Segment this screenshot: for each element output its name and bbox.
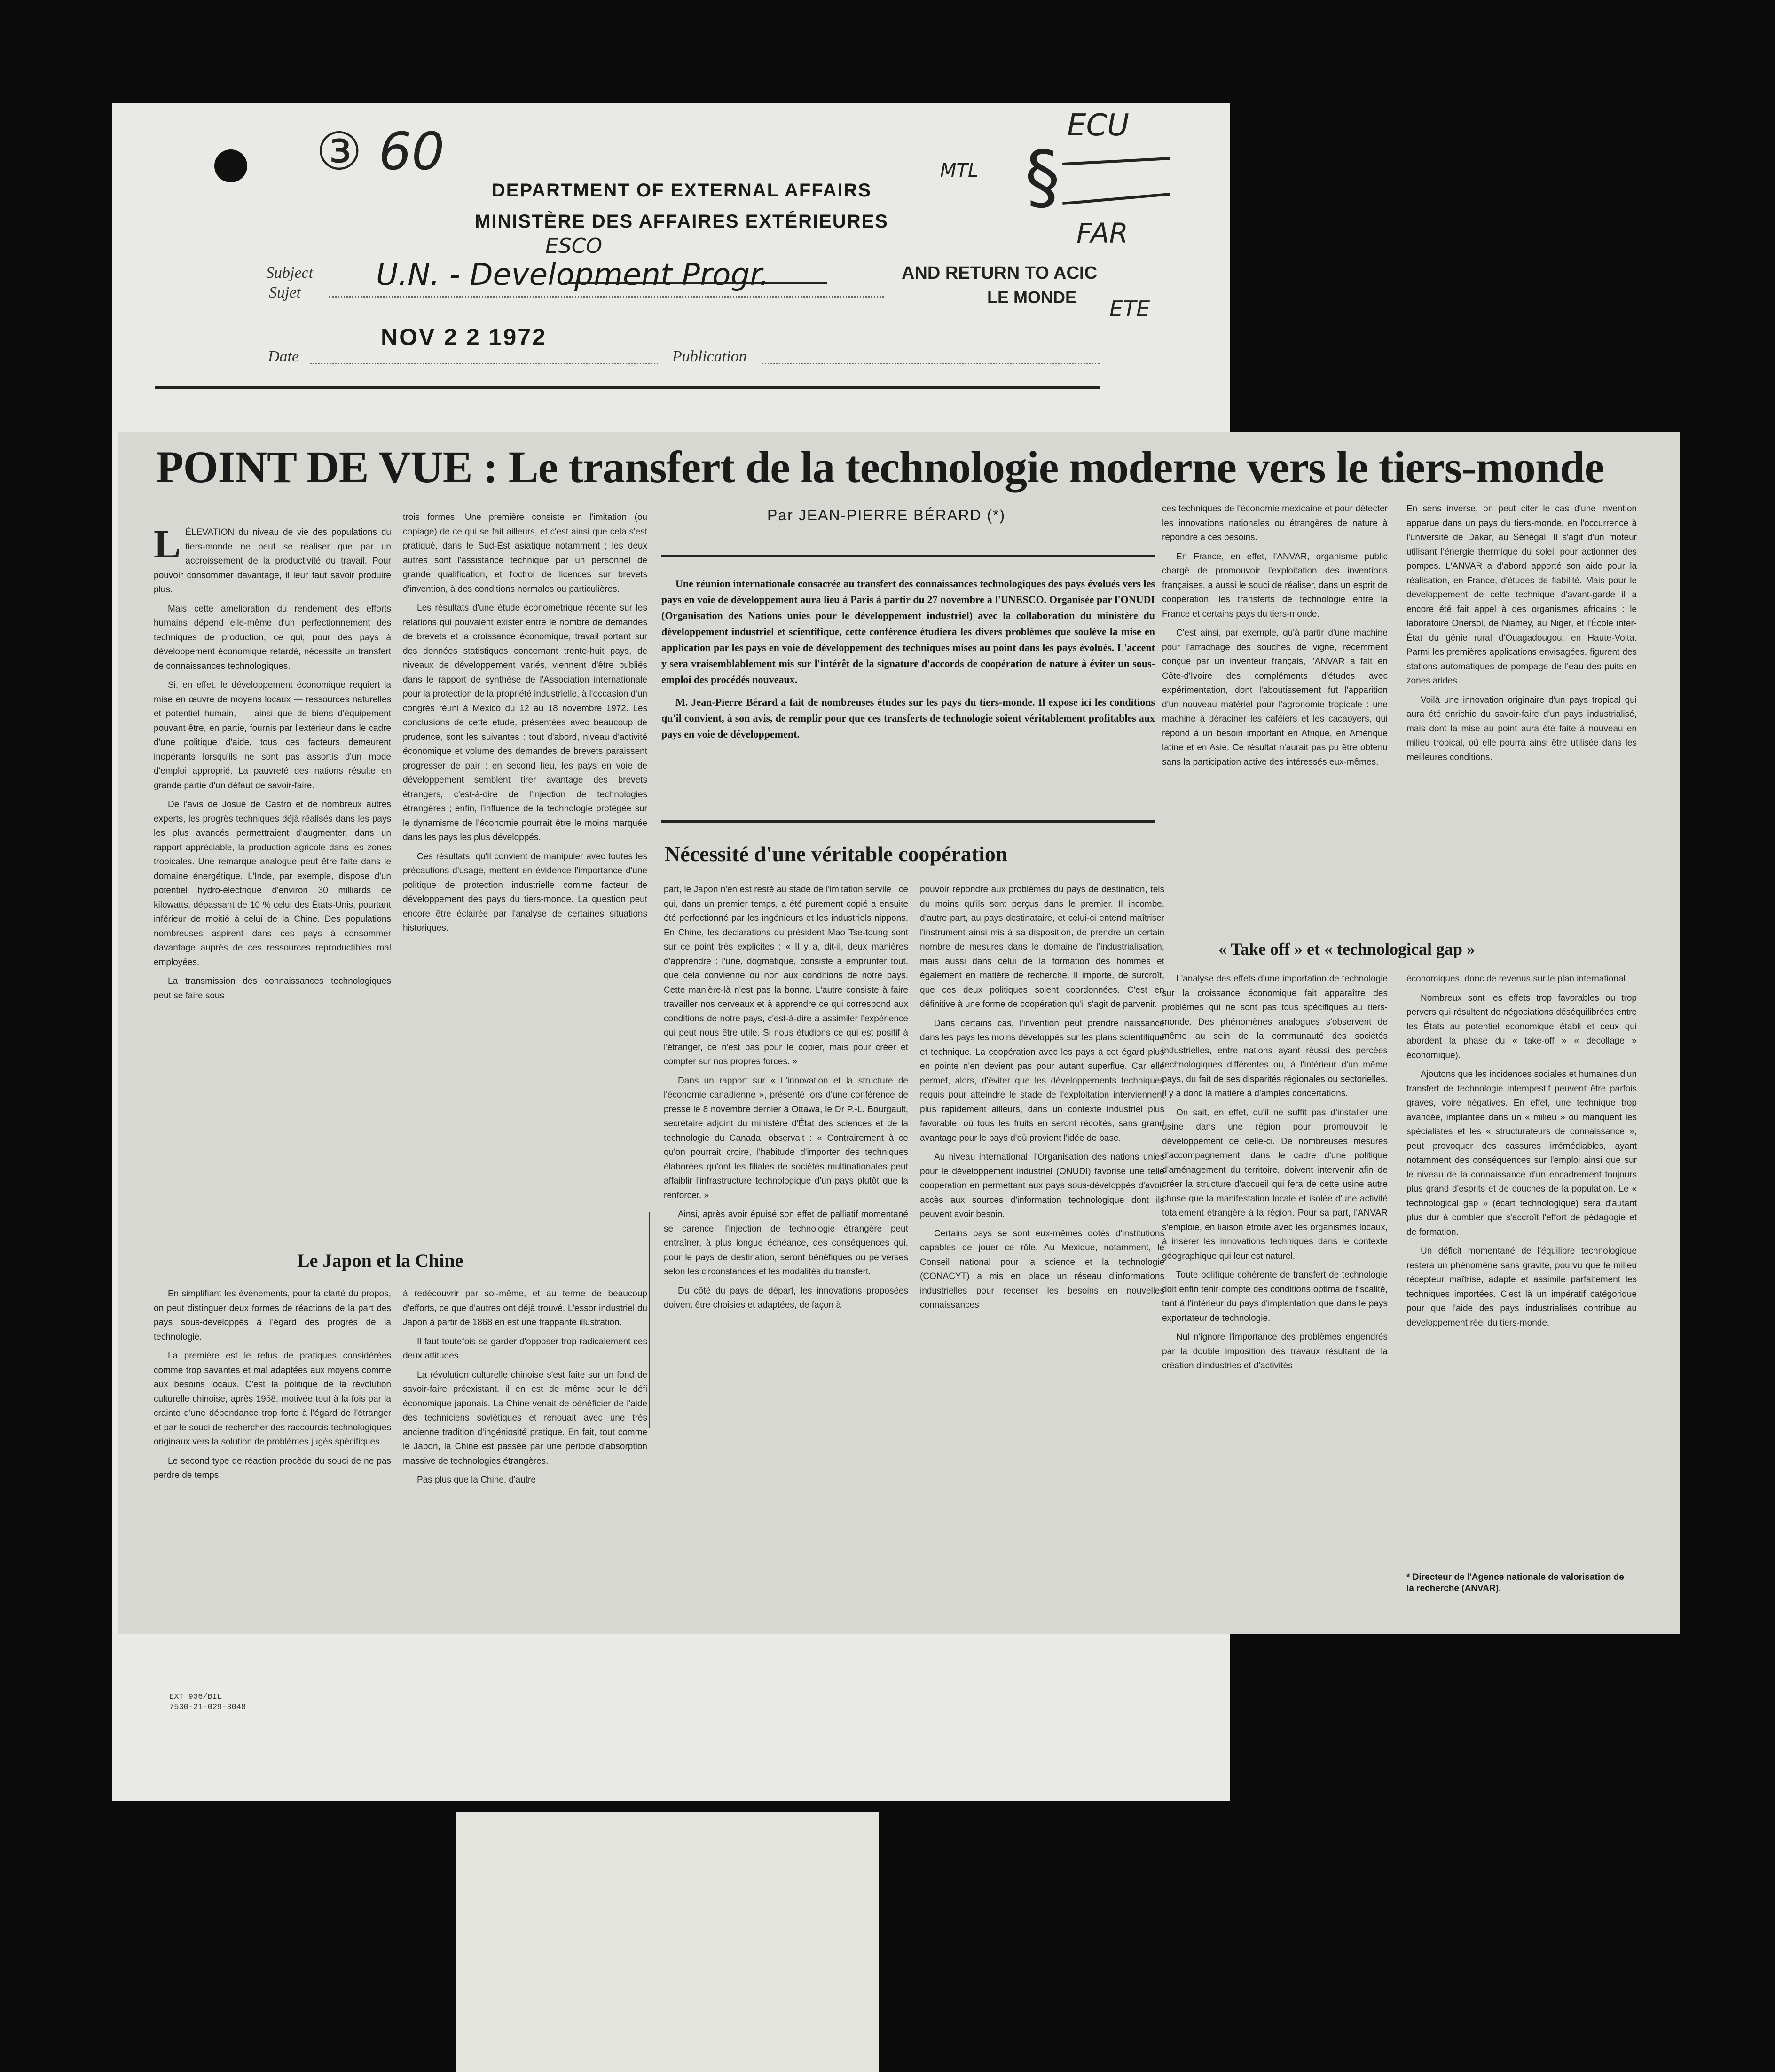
handwritten-file-number: ③ 60 <box>316 121 445 181</box>
newspaper-clipping <box>118 432 1680 1634</box>
article-column-5: ces techniques de l'économie mexicaine et pour détecter les innovations nationales ou étrangères de nature à répondre à ces besoins. En France, en effet, l'ANVAR, organisme public chargé de promouvoir l'exploitation des inventions françaises, a aussi le souci de réaliser, dans un esprit de coopération, les transferts de technologie entre la France et certains pays du tiers-monde. C'est ainsi, par exemple, qu'à partir d'une machine pour l'arrachage des souches de vigne, récemment conçue par un inventeur français, l'ANVAR a fait en Côte-d'Ivoire des compléments d'études avec expérimentation, dont l'aboutissement fut l'apparition d'un nouveau matériel pour l'agronomie tropicale : une machine à déraciner les caféiers et les cacaoyers, qui répond à un besoin important en Afrique, en Amérique latine et en Asie. Ce résultat n'aurait pas pu être obtenu sans la participation active des intéressés eux-mêmes. <box>1162 504 1388 767</box>
subject-line <box>329 296 884 298</box>
punch-hole <box>214 149 247 182</box>
subhead-japon-chine: Le Japon et la Chine <box>297 1250 463 1271</box>
routing-mark: § <box>1025 136 1060 218</box>
routing-mark: MTL <box>940 160 979 181</box>
article-column-3: part, le Japon n'en est resté au stade de l'imitation servile ; ce qui, dans un premier temps, a été purement copié a ensuite été perfectionné par les ingénieurs et les industriels nippons. En Chine, les déclarations du président Mao Tse-toung sont sur ce point très explicites : « Il y a, dit-il, deux manières d'apprendre : l'une, dogmatique, consiste à emprunter tout, que cela convienne ou non aux conditions de notre pays. Cette manière-là n'est pas la bonne. L'autre consiste à faire travailler nos cerveaux et à apprendre ce qui correspond aux conditions de notre pays, c'est-à-dire à assimiler l'expérience qui peut nous être utile. Si nous étudions ce qui est positif à l'étranger, ce n'est pas pour le copier, mais pour créer et compter sur nos propres forces. » Dans un rapport sur « L'innovation et la structure de l'économie canadienne », présenté lors d'une conférence de presse le 8 novembre dernier à Ottawa, le Dr P.-L. Bourgault, secrétaire adjoint du ministère d'État des sciences et de la technologie du Canada, observait : « Contrairement à ce qu'on pourrait croire, l'habitude d'importer des techniques élaborées qu'ont les filiales de sociétés multinationales peut affaiblir l'infrastructure technologique d'un pays plutôt que la renforcer. » Ainsi, après avoir épuisé son effet de palliatif momentané se carence, l'injection de technologie étrangère peut entraîner, à plus longue échéance, des conséquences qui, pour le pays de destination, seront bénéfiques ou perverses selon les circonstances et les modalités du transfert. Du côté du pays de départ, les innovations proposées doivent être choisies et adaptées, de façon à <box>664 885 908 1310</box>
return-stamp: AND RETURN TO ACIC <box>902 263 1097 283</box>
drop-cap: L <box>154 526 181 566</box>
article-column-4: pouvoir répondre aux problèmes du pays de destination, tels du moins qu'ils sont perçus dans le premier. Il incombe, d'autre part, au pays destinataire, et celui-ci entend maîtriser l'instrument ainsi mis à sa disposition, de prendre un certain nombre de mesures dans le domaine de l'industrialisation, mais aussi dans celui de la formation des hommes et également en matière de recherche. Il importe, de surcroît, que ces deux politiques soient coordonnées. C'est en définitive à une forme de coopération qu'il s'agit de parvenir. Dans certains cas, l'invention peut prendre naissance dans les pays les moins développés sur les plans scientifique et technique. La coopération avec les pays à cet égard plus en pointe n'en devient pas pour autant superflue. Car elle permet, alors, d'éviter que les développements techniques requis pour atteindre le stade de l'exploitation interviennent plus rapidement ailleurs, dans un contexte industriel plus favorable, où tous les fruits en seront récoltés, sans grand avantage pour le pays d'où provient l'idée de base. Au niveau international, l'Organisation des nations unies pour le développement industriel (ONUDI) favorise une telle coopération en permettant aux pays sous-développés d'avoir accès aux sources d'information technologique dont ils peuvent avoir besoin. Certains pays se sont eux-mêmes dotés d'institutions capables de jouer ce rôle. Au Mexique, notamment, le Conseil national pour la science et la technologie (CONACYT) a mis en place un réseau d'informations industrielles pour recenser les besoins en nouvelles connaissances <box>920 885 1164 1310</box>
article-lead-box: Une réunion internationale consacrée au transfert des connaissances technologiques des pays évolués vers les pays en voie de développement aura lieu à Paris à partir du 27 novembre à l'UNESCO. Organisée par l'ONUDI (Organisation des Nations unies pour le développement industriel) avec la collaboration du ministère du développement industriel et scientifique, cette conférence étudiera les divers problèmes que soulève la mise en application par les pays en voie de développement des techniques mises au point dans les pays évolués. L'accent y sera vraisemblablement mis sur l'intérêt de la signature d'accords de coopération de nature à éviter un sous-emploi des procédés nouveaux. M. Jean-Pierre Bérard a fait de nombreuses études sur les pays du tiers-monde. Il expose ici les conditions qu'il convient, à son avis, de remplir pour que ces transferts de technologie soient véritablement profitables aux pays en voie de développement. <box>661 555 1155 823</box>
author-footnote: * Directeur de l'Agence nationale de valorisation de la recherche (ANVAR). <box>1406 1572 1624 1593</box>
form-number: EXT 936/BIL 7530-21-029-3048 <box>169 1693 246 1712</box>
subject-annotation: ESCO <box>545 234 603 258</box>
department-name-fr: MINISTÈRE DES AFFAIRES EXTÉRIEURES <box>475 211 888 232</box>
backing-card <box>456 1812 879 2072</box>
article-column-1b: En simplifiant les événements, pour la clarté du propos, on peut distinguer deux formes de réactions de la part des pays sous-développés à l'égard des progrès de la technologie. La première est le refus de pratiques considérées comme trop savantes et mal adaptées aux moyens comme aux besoins locaux. C'est la politique de la révolution culturelle chinoise, après 1958, motivée tout à la fois par la crainte d'une dépendance trop forte à l'égard de l'étranger et par le souci de rechercher des raccourcis technologiques originaux vers la solution de problèmes jugés spécifiques. Le second type de réaction procède du souci de ne pas perdre de temps <box>154 1289 391 1480</box>
routing-mark: FAR <box>1076 217 1128 249</box>
date-value[interactable]: NOV 2 2 1972 <box>381 324 547 350</box>
subject-value[interactable]: U.N. - Development Progr. <box>376 258 769 292</box>
date-line <box>310 363 658 364</box>
department-name-en: DEPARTMENT OF EXTERNAL AFFAIRS <box>491 180 872 201</box>
article-column-2: trois formes. Une première consiste en l'imitation (ou copiage) de ce qui se fait ailleurs, et c'est ainsi que cela s'est pratiqué, dans le Sud-Est asiatique notamment ; les deux autres sont l'assistance technique par un personnel de grande qualification, et l'octroi de licences sur brevets d'invention, à des conditions normales ou particulières. Les résultats d'une étude économétrique récente sur les relations qui pouvaient exister entre le nombre de demandes de brevets et la croissance économique, travail portant sur des données statistiques concernant trente-huit pays, de niveaux de développement variés, viennent d'être publiés dans le rapport de synthèse de l'Association internationale pour la protection de la propriété industrielle, à l'occasion d'un congrès réuni à Mexico du 12 au 18 novembre 1972. Les conclusions de cette étude, présentées avec beaucoup de prudence, sont les suivantes : tout d'abord, niveau d'activité économique et volume des demandes de brevets paraissent progresser de pair ; en second lieu, les pays en voie de développement semblent tirer avantage des brevets étrangers, c'est-à-dire de l'injection de technologies étrangères ; enfin, l'influence de la technologie protégée sur le dynamisme de l'économie pourrait être le moins marquée dans les pays les plus développés. Ces résultats, qu'il convient de manipuler avec toutes les précautions d'usage, mettent en évidence l'importance d'une politique de protection industrielle comme facteur de développement des pays du tiers-monde. La question peut encore être éclairée par l'analyse de certaines situations historiques. <box>403 512 647 933</box>
publication-line <box>762 363 1100 364</box>
article-column-5b: L'analyse des effets d'une importation de technologie sur la croissance économique fait apparaître des problèmes qui ne sont pas tous spécifiques au tiers-monde. Des phénomènes analogues s'observent de même au sein de la communauté des sociétés industrielles, entre nations ayant réussi des percées technologiques différentes ou, à l'intérieur d'un même pays, du fait de ses disparités régionales ou sectorielles. Il y a donc là matière à d'amples concertations. On sait, en effet, qu'il ne suffit pas d'installer une usine dans une région pour promouvoir le développement de celle-ci. De nombreuses mesures d'accompagnement, dans le cadre d'une politique d'aménagement du territoire, doivent intervenir afin de créer la structure d'accueil qui fera de cette usine autre chose que la manifestation locale et isolée d'une activité totalement étrangère à la région. Pour sa part, l'ANVAR s'emploie, en liaison étroite avec les organismes locaux, à insérer les innovations techniques dans le contexte géographique qui leur est naturel. Toute politique cohérente de transfert de technologie doit enfin tenir compte des conditions optima de fiscalité, tant à l'intérieur du pays d'implantation que dans le pays exportateur de technologie. Nul n'ignore l'importance des problèmes engendrés par la double imposition des travaux résultant de la création d'industries et d'activités <box>1162 974 1388 1371</box>
date-label: Date <box>268 348 299 365</box>
routing-mark: ETE <box>1109 296 1150 322</box>
routing-mark: ECU <box>1067 108 1129 143</box>
subject-strikethrough <box>564 282 827 284</box>
subhead-takeoff: « Take off » et « technological gap » <box>1218 940 1475 958</box>
article-byline: Par JEAN-PIERRE BÉRARD (*) <box>767 507 1006 524</box>
subhead-cooperation: Nécessité d'une véritable coopération <box>665 842 1008 866</box>
publication-label: Publication <box>672 348 747 365</box>
sujet-label: Sujet <box>269 284 301 301</box>
column-rule <box>649 1212 650 1428</box>
article-column-6: En sens inverse, on peut citer le cas d'une invention apparue dans un pays du tiers-monde, en l'occurrence à l'université de Dakar, au Sénégal. Il s'agit d'un moteur utilisant l'énergie thermique du soleil pour actionner des pompes. L'ANVAR a d'abord apporté son aide pour la réalisation, en France, d'études de fiabilité. Mais pour le développement de cette technique d'avant-garde il a encore été fait appel à des organismes africains : le laboratoire Onersol, de Niamey, au Niger, et l'École inter-État du génie rural d'Ouagadougou, en Haute-Volta. Parmi les premières applications envisagées, figurent des stations automatiques de pompage de l'eau des puits en zones arides. Voilà une innovation originaire d'un pays tropical qui aura été enrichie du savoir-faire d'un pays industrialisé, mais dont la mise au point aura été faite à nouveau en milieu tropical, où elle pourra ainsi être utilisée dans les meilleures conditions. <box>1406 504 1637 762</box>
article-column-2b: à redécouvrir par soi-même, et au terme de beaucoup d'efforts, ce que d'autres ont déjà trouvé. L'essor industriel du Japon à partir de 1868 en est une frappante illustration. Il faut toutefois se garder d'opposer trop radicalement ces deux attitudes. La révolution culturelle chinoise s'est faite sur un fond de savoir-faire préexistant, il en est de même pour le défi économique japonais. La Chine venait de bénéficier de l'aide des techniciens soviétiques et renouait avec une très ancienne tradition d'ingéniosité pratique. En fait, tout comme le Japon, la Chine est passée par une période d'absorption massive de technologies étrangères. Pas plus que la Chine, d'autre <box>403 1289 647 1485</box>
article-column-6b: économiques, donc de revenus sur le plan international. Nombreux sont les effets trop favorables ou trop pervers qui résultent de négociations déséquilibrées entre les États au potentiel économique établi et ceux qui abordent la phase du « take-off » « décollage » économique). Ajoutons que les incidences sociales et humaines d'un transfert de technologie intempestif peuvent être parfois graves, voire négatives. En effet, une technique trop avancée, implantée dans un « milieu » où manquent les spécialistes et les « structurateurs de connaissance », peut provoquer des cassures irrémédiables, ayant notamment des conséquences sur l'emploi ainsi que sur le niveau de la connaissance d'un encadrement toujours plus grand d'esprits et de couches de la population. Le « technological gap » (écart technologique) sera d'autant plus dur à combler que s'accroît l'effort de pédagogie et de formation. Un déficit momentané de l'équilibre technologique restera un phénomène sans gravité, pourvu que le milieu récepteur maîtrise, adapte et assimile parfaitement les techniques importées. C'est là un impératif catégorique pour que l'aide des pays industrialisés contribue au développement réel du tiers-monde. <box>1406 974 1637 1328</box>
article-title: POINT DE VUE : Le transfert de la technologie moderne vers le tiers-monde <box>156 442 1604 492</box>
subject-label: Subject <box>266 264 314 282</box>
article-column-1: L ÉLEVATION du niveau de vie des populations du tiers-monde ne peut se réaliser que par un accroissement de la productivité du travail. Pour pouvoir consommer davantage, il leur faut savoir produire plus. Mais cette amélioration du rendement des efforts humains dépend elle-même d'un perfectionnement des techniques de production, ce qui, pour des pays à développement économique retardé, nécessite un transfert de connaissances technologiques. Si, en effet, le développement économique requiert la mise en œuvre de moyens locaux — ressources naturelles et potentiel humain, — ainsi que de biens d'équipement pouvant être, en partie, fournis par l'extérieur dans le cadre d'une politique d'aide, tous ces facteurs demeurent inopérants lorsqu'ils ne sont pas assortis d'un mode d'emploi approprié. La pauvreté des nations résulte en grande partie d'un défaut de savoir-faire. De l'avis de Josué de Castro et de nombreux autres experts, les progrès techniques déjà réalisés dans les pays les plus avancés permettraient d'augmenter, dans un rapport appréciable, la production agricole dans les zones tropicales. Une remarque analogue peut être faite dans le domaine énergétique. L'Inde, par exemple, dispose d'un potentiel hydro-électrique d'environ 30 milliards de kilowatts, dépassant de 10 % celui des États-Unis, pourtant inférieur de moitié à celui de la Chine. Des populations nombreuses aspirent dans ces pays à consommer davantage auprès de ces ressources reproductibles mal employées. La transmission des connaissances technologiques peut se faire sous <box>154 526 391 1001</box>
form-divider <box>155 386 1100 389</box>
department-header <box>470 175 893 237</box>
publication-value: LE MONDE <box>987 288 1077 307</box>
